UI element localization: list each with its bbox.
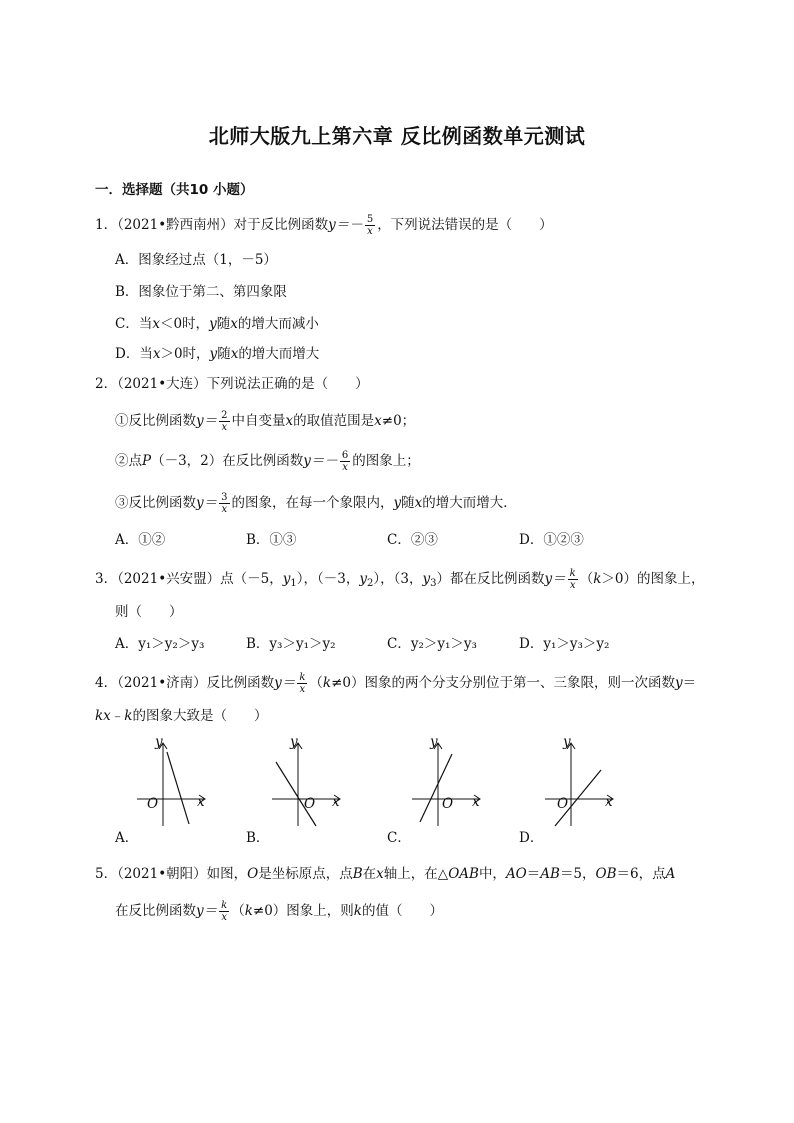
question-2-option-b[interactable]: B．①③: [246, 532, 297, 548]
question-1-option-c[interactable]: C．当x＜0时，y随x的增大而减小: [115, 316, 319, 332]
question-2-statement-2: ②点P（－3，2）在反比例函数y＝－ $\frac{6}{x}$ 的图象上；: [115, 450, 420, 473]
graph-option-c[interactable]: y x O: [410, 738, 490, 828]
fraction: $\frac{k}{x}$: [221, 900, 228, 923]
question-3-option-b[interactable]: B．y₃＞y₁＞y₂: [246, 636, 336, 652]
question-3-option-d[interactable]: D．y₁＞y₃＞y₂: [519, 636, 610, 652]
question-2-statement-1: ①反比例函数y＝ $\frac{2}{x}$ 中自变量x的取值范围是x≠0；: [115, 410, 416, 433]
question-4-stem: 4．（2021•济南）反比例函数y＝ $\frac{k}{x}$ （k≠0）图象的两个分支分别位于第一、三象限，则一次函数y＝: [95, 672, 697, 695]
graph-option-d[interactable]: y x O: [543, 738, 623, 828]
question-4-stem-cont: kx﹣k的图象大致是（ ）: [95, 708, 268, 724]
question-1-option-b[interactable]: B．图象位于第二、第四象限: [115, 284, 287, 300]
question-4-option-c[interactable]: C．: [387, 830, 411, 846]
question-3-option-c[interactable]: C．y₂＞y₁＞y₃: [387, 636, 477, 652]
question-3-option-a[interactable]: A．y₁＞y₂＞y₃: [115, 636, 205, 652]
fraction: $\frac{3}{x}$: [221, 492, 228, 515]
question-2-option-a[interactable]: A．①②: [115, 532, 166, 548]
question-1-stem: 1．（2021•黔西南州）对于反比例函数y＝－ $\frac{5}{x}$ ，下列说法错误的是（ ）: [95, 214, 553, 237]
question-4-option-d[interactable]: D．: [519, 830, 544, 846]
fraction: $\frac{k}{x}$: [569, 568, 576, 591]
fraction: $\frac{5}{x}$: [366, 214, 374, 237]
question-2-option-c[interactable]: C．②③: [387, 532, 438, 548]
fraction: $\frac{k}{x}$: [299, 672, 306, 695]
question-4-option-b[interactable]: B．: [246, 830, 270, 846]
question-3-stem: 3．（2021•兴安盟）点（－5，$y_1$），（－3，$y_2$），（3，$y_3$）都在反比例函数y＝ $\frac{k}{x}$ （k＞0）的图象上，: [95, 568, 705, 591]
graph-option-a[interactable]: y x O: [135, 738, 215, 828]
question-3-stem-cont: 则（ ）: [115, 604, 183, 620]
question-2-stem: 2．（2021•大连）下列说法正确的是（ ）: [95, 376, 369, 392]
graph-option-b[interactable]: y x O: [270, 738, 350, 828]
question-2-option-d[interactable]: D．①②③: [519, 532, 584, 548]
question-1-option-d[interactable]: D．当x＞0时，y随x的增大而增大: [115, 346, 320, 362]
question-4-option-a[interactable]: A．: [115, 830, 139, 846]
question-2-statement-3: ③反比例函数y＝ $\frac{3}{x}$ 的图象，在每一个象限内，y随x的增大而增大．: [115, 492, 517, 515]
question-5-stem-cont: 在反比例函数y＝ $\frac{k}{x}$ （k≠0）图象上，则k的值（ ）: [115, 900, 443, 923]
fraction: $\frac{2}{x}$: [221, 410, 228, 433]
page-title: 北师大版九上第六章 反比例函数单元测试: [208, 124, 586, 148]
fraction: $\frac{6}{x}$: [341, 450, 349, 473]
question-5-stem: 5．（2021•朝阳）如图，O是坐标原点，点B在x轴上，在△OAB中，AO＝AB＝5，OB＝6，点A: [95, 866, 676, 882]
section-heading: 一．选择题（共10 小题）: [95, 182, 254, 198]
question-1-option-a[interactable]: A．图象经过点（1，－5）: [115, 252, 277, 268]
